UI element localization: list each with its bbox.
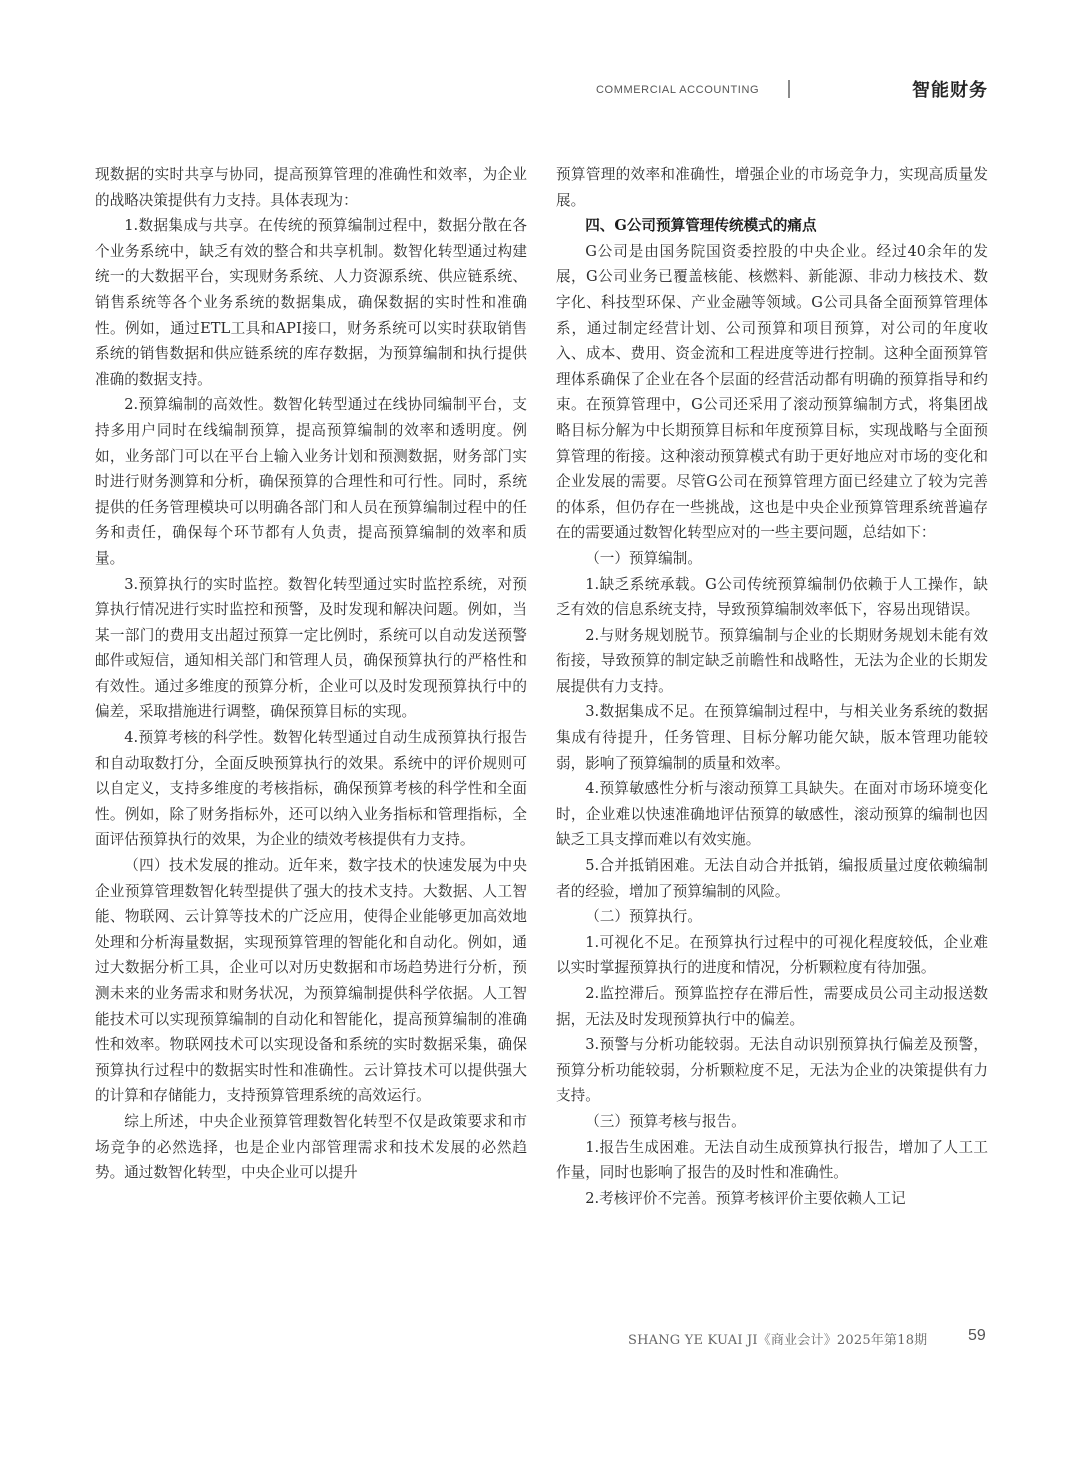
page-footer [0,1327,1080,1351]
paragraph: 1.可视化不足。在预算执行过程中的可视化程度较低，企业难以实时掌握预算执行的进度和情况，分析颗粒度有待加强。 [556,933,988,977]
paragraph: 1.报告生成困难。无法自动生成预算执行报告，增加了人工工作量，同时也影响了报告的及时性和准确性。 [556,1138,988,1182]
subsection-heading: （二）预算执行。 [585,908,702,926]
paragraph: 3.数据集成不足。在预算编制过程中，与相关业务系统的数据集成有待提升，任务管理、目标分解功能欠缺，版本管理功能较弱，影响了预算编制的质量和效率。 [556,703,988,772]
paragraph: 1.缺乏系统承载。G公司传统预算编制仍依赖于人工操作，缺乏有效的信息系统支持，导致预算编制效率低下，容易出现错误。 [556,575,988,619]
paragraph: 1.数据集成与共享。在传统的预算编制过程中，数据分散在各个业务系统中，缺乏有效的整合和共享机制。数智化转型通过构建统一的大数据平台，实现财务系统、人力资源系统、供应链系统、销售系统等各个业务系统的数据集成，确保数据的实时性和准确性。例如，通过ETL工具和API接口，财务系统可以实时获取销售系统的销售数据和供应链系统的库存数据，为预算编制和执行提供准确的数据支持。 [95,217,527,388]
left-column [95,162,527,1186]
journal-citation: SHANG YE KUAI JI《商业会计》2025年第18期 [628,1333,928,1348]
paragraph: 2.预算编制的高效性。数智化转型通过在线协同编制平台，支持多用户同时在线编制预算，提高预算编制的效率和透明度。例如，业务部门可以在平台上输入业务计划和预测数据，财务部门实时进行财务测算和分析，确保预算的合理性和可行性。同时，系统提供的任务管理模块可以明确各部门和人员在预算编制过程中的任务和责任，确保每个环节都有人负责，提高预算编制的效率和质量。 [95,396,527,567]
paragraph: 2.考核评价不完善。预算考核评价主要依赖人工记 [585,1189,906,1207]
paragraph: 5.合并抵销困难。无法自动合并抵销，编报质量过度依赖编制者的经验，增加了预算编制的风险。 [556,857,988,900]
paragraph: 预算管理的效率和准确性，增强企业的市场竞争力，实现高质量发展。 [556,166,988,209]
page-header [0,74,1080,114]
paragraph: G公司是由国务院国资委控股的中央企业。经过40余年的发展，G公司业务已覆盖核能、核燃料、新能源、非动力核技术、数字化、科技型环保、产业金融等领域。G公司具备全面预算管理体系，通过制定经营计划、公司预算和项目预算，对公司的年度收入、成本、费用、资金流和工程进度等进行控制。这种全面预算管理体系确保了企业在各个层面的经营活动都有明确的预算指导和约束。在预算管理中，G公司还采用了滚动预算编制方式，将集团战略目标分解为中长期预算目标和年度预算目标，实现战略与全面预算管理的衔接。这种滚动预算模式有助于更好地应对市场的变化和企业发展的需要。尽管G公司在预算管理方面已经建立了较为完善的体系，但仍存在一些挑战，这也是中央企业预算管理系统普遍存在的需要通过数智化转型应对的一些主要问题，总结如下： [556,242,988,542]
paragraph: 2.监控滞后。预算监控存在滞后性，需要成员公司主动报送数据，无法及时发现预算执行中的偏差。 [556,985,988,1028]
paragraph: 3.预算执行的实时监控。数智化转型通过实时监控系统，对预算执行情况进行实时监控和预警，及时发现和解决问题。例如，当某一部门的费用支出超过预算一定比例时，系统可以自动发送预警邮件或短信，通知相关部门和管理人员，确保预算执行的严格性和有效性。通过多维度的预算分析，企业可以及时发现预算执行中的偏差，采取措施进行调整，确保预算目标的实现。 [95,575,527,721]
subsection-heading: （三）预算考核与报告。 [585,1112,746,1130]
page-number: 59 [968,1327,986,1344]
paragraph: 4.预算考核的科学性。数智化转型通过自动生成预算执行报告和自动取数打分，全面反映预算执行的效果。系统中的评价规则可以自定义，支持多维度的考核指标，确保预算考核的科学性和全面性。例如，除了财务指标外，还可以纳入业务指标和管理指标，全面评估预算执行的效果，为企业的绩效考核提供有力支持。 [95,729,527,849]
paragraph: 2.与财务规划脱节。预算编制与企业的长期财务规划未能有效衔接，导致预算的制定缺乏前瞻性和战略性，无法为企业的长期发展提供有力支持。 [556,626,988,695]
paragraph: 3.预警与分析功能较弱。无法自动识别预算执行偏差及预警，预算分析功能较弱，分析颗粒度不足，无法为企业的决策提供有力支持。 [556,1036,988,1105]
header-divider [788,80,790,98]
section-heading: 四、G公司预算管理传统模式的痛点 [585,217,817,235]
subsection-heading: （一）预算编制。 [585,549,702,567]
section-name: 智能财务 [912,80,988,101]
paragraph: 综上所述，中央企业预算管理数智化转型不仅是政策要求和市场竞争的必然选择，也是企业内部管理需求和技术发展的必然趋势。通过数智化转型，中央企业可以提升 [95,1112,527,1182]
paragraph: 4.预算敏感性分析与滚动预算工具缺失。在面对市场环境变化时，企业难以快速准确地评估预算的敏感性，滚动预算的编制也因缺乏工具支撑而难以有效实施。 [556,780,988,849]
paragraph: （四）技术发展的推动。近年来，数字技术的快速发展为中央企业预算管理数智化转型提供了强大的技术支持。大数据、人工智能、物联网、云计算等技术的广泛应用，使得企业能够更加高效地处理和分析海量数据，实现预算管理的智能化和自动化。例如，通过大数据分析工具，企业可以对历史数据和市场趋势进行分析，预测未来的业务需求和财务状况，为预算编制提供科学依据。人工智能技术可以实现预算编制的自动化和智能化，提高预算编制的准确性和效率。物联网技术可以实现设备和系统的实时数据采集，确保预算执行过程中的数据实时性和准确性。云计算技术可以提供强大的计算和存储能力，支持预算管理系统的高效运行。 [95,857,527,1105]
right-column [556,162,988,1211]
paragraph: 现数据的实时共享与协同，提高预算管理的准确性和效率，为企业的战略决策提供有力支持。具体表现为： [95,166,527,209]
journal-name-en: COMMERCIAL ACCOUNTING [596,84,760,96]
